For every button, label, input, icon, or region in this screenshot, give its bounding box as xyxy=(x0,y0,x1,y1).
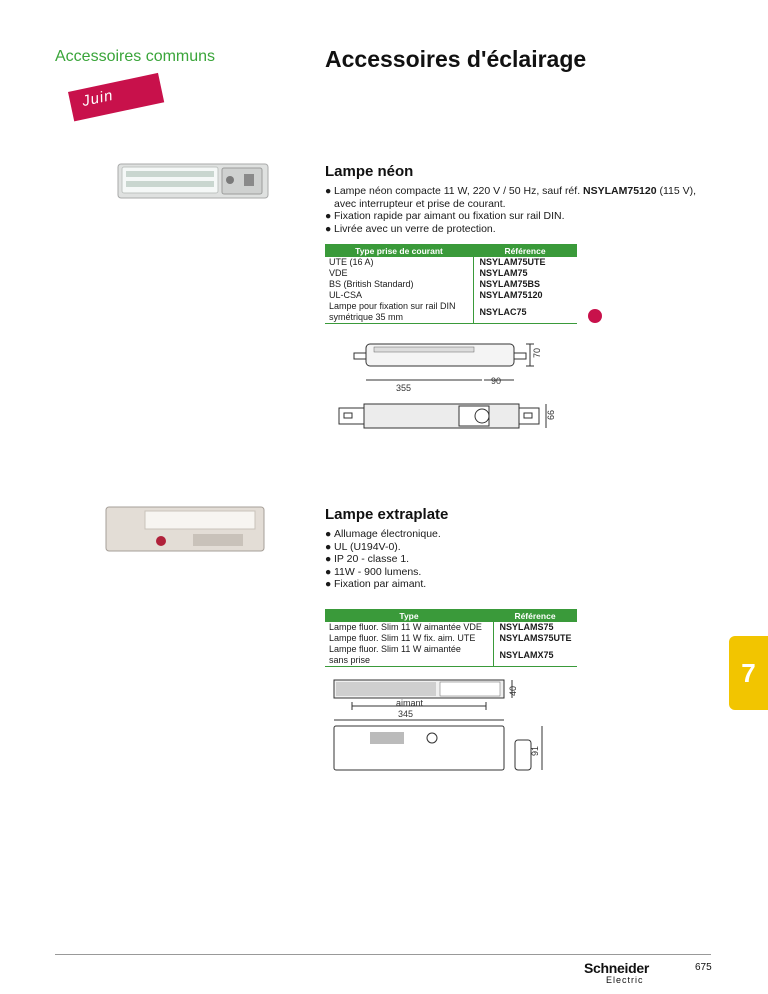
dim-height-extraflat: 40 xyxy=(508,685,518,696)
brand-logo: Schneider xyxy=(584,960,649,976)
table-header: Référence xyxy=(473,244,577,257)
dim-length-neon: 355 xyxy=(396,383,412,393)
table-row: Lampe fluor. Slim 11 W fix. aim. UTE NSYLAMS75UTE xyxy=(325,633,577,644)
dim-length-extraflat: 345 xyxy=(398,709,414,719)
product-title-extraflat: Lampe extraplate xyxy=(325,506,449,523)
extraflat-lamp-image xyxy=(105,505,265,555)
extraflat-feature-list xyxy=(325,528,705,591)
page-title: Accessoires d'éclairage xyxy=(325,46,587,72)
table-row: VDE NSYLAM75 xyxy=(325,268,577,279)
dim-inner-neon: 90 xyxy=(491,376,502,386)
table-row: Lampe fluor. Slim 11 W aimantée VDE NSYLAMS75 xyxy=(325,622,577,633)
table-row: Lampe pour fixation sur rail DIN symétrique 35 mm NSYLAC75 xyxy=(325,301,577,324)
page-number: 675 xyxy=(695,962,712,973)
list-item: ● UL (U194V-0). xyxy=(325,540,401,553)
list-item: ● Fixation rapide par aimant ou fixation sur rail DIN. xyxy=(325,210,565,222)
table-row: UTE (16 A) NSYLAM75UTE xyxy=(325,257,577,268)
chapter-tab[interactable]: 7 xyxy=(729,636,768,710)
dim-depth-neon: 66 xyxy=(546,409,556,420)
neon-lamp-image xyxy=(118,162,268,202)
list-item: ● Fixation par aimant. xyxy=(325,578,427,590)
neon-lamp-drawing xyxy=(334,340,554,435)
list-item: ● 11W - 900 lumens. xyxy=(325,565,422,578)
dim-aimant-label: aimant xyxy=(396,698,424,708)
table-header: Type xyxy=(325,609,493,622)
list-item: avec interrupteur et prise de courant. xyxy=(334,197,506,210)
new-marker-dot xyxy=(588,309,602,323)
product-title-neon: Lampe néon xyxy=(325,163,414,180)
brand-logo-sub: Electric xyxy=(606,975,644,985)
table-header: Référence xyxy=(493,609,577,622)
extraflat-reference-table xyxy=(325,609,577,667)
footer-divider xyxy=(55,954,711,955)
list-item: ● Allumage électronique. xyxy=(325,528,441,540)
section-label: Accessoires communs xyxy=(55,48,216,65)
table-row: UL-CSA NSYLAM75120 xyxy=(325,290,577,301)
dim-depth-extraflat: 91 xyxy=(530,745,540,756)
list-item: ● Lampe néon compacte 11 W, 220 V / 50 Hz, sauf réf. NSYLAM75120 (115 V), xyxy=(325,185,697,197)
table-row: BS (British Standard) NSYLAM75BS xyxy=(325,279,577,290)
list-item: ● IP 20 - classe 1. xyxy=(325,553,410,565)
date-badge: Juin xyxy=(68,73,164,121)
extraflat-lamp-drawing xyxy=(330,676,550,776)
table-header: Type prise de courant xyxy=(325,244,473,257)
neon-reference-table xyxy=(325,244,577,324)
dim-height-neon: 70 xyxy=(532,347,542,358)
neon-feature-list xyxy=(325,185,705,235)
table-row: Lampe fluor. Slim 11 W aimantée sans prise NSYLAMX75 xyxy=(325,644,577,667)
list-item: ● Livrée avec un verre de protection. xyxy=(325,222,496,235)
